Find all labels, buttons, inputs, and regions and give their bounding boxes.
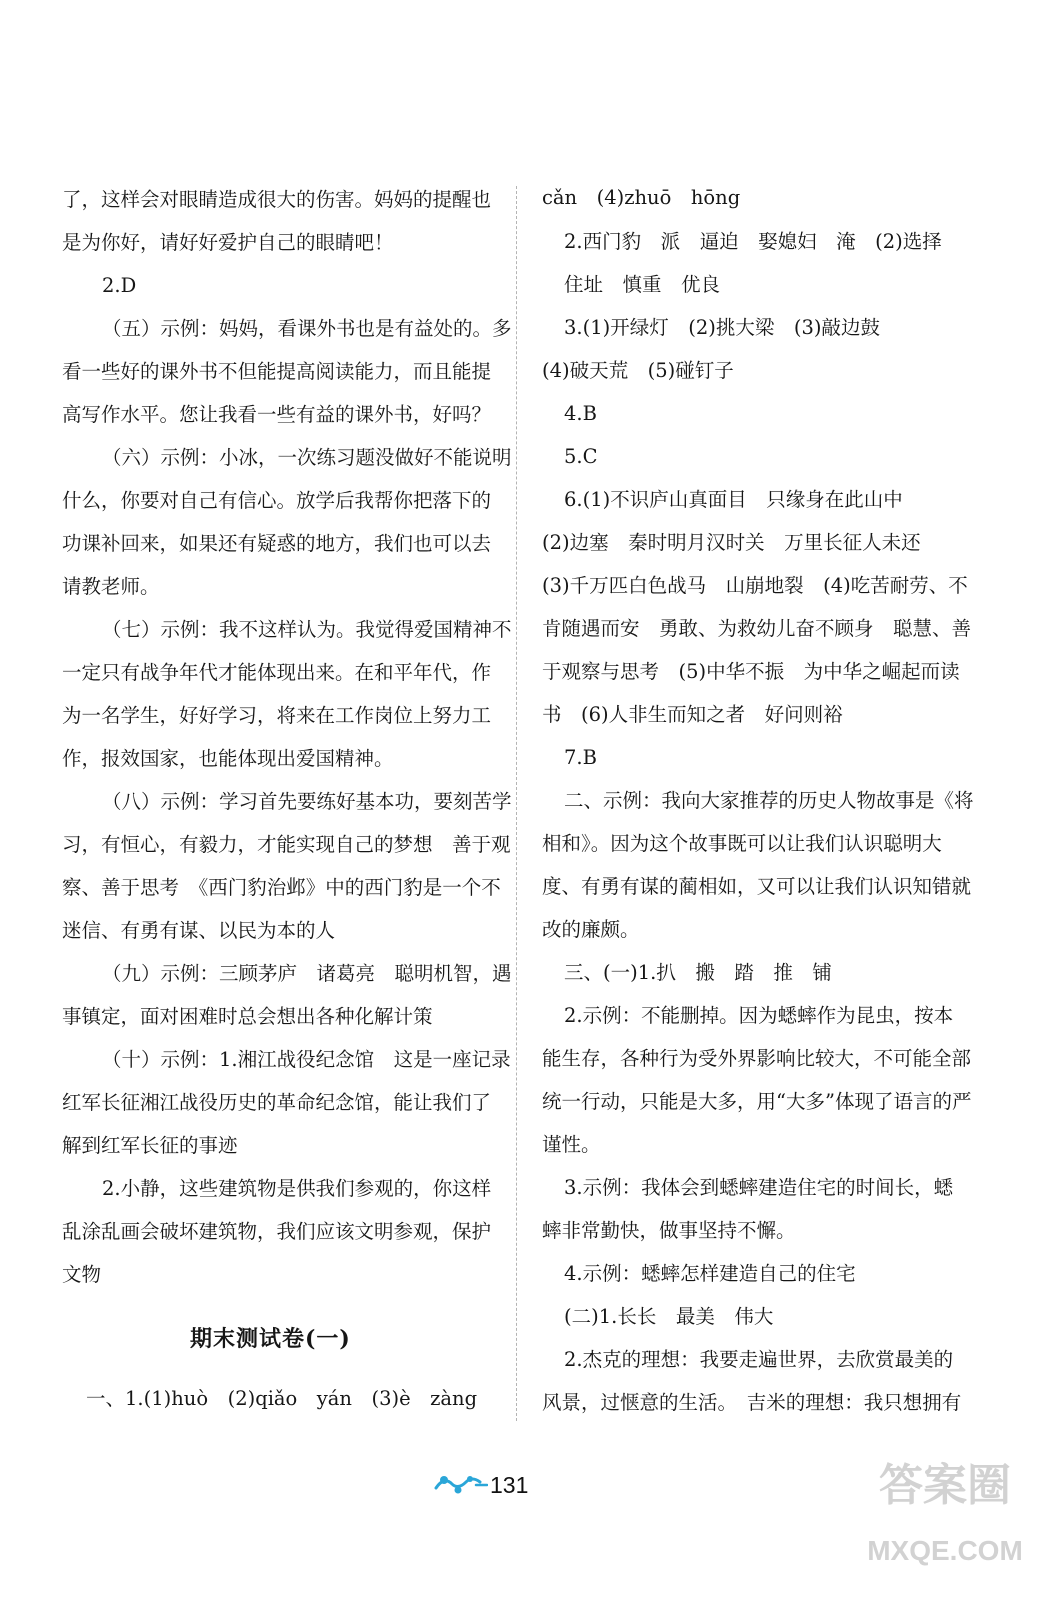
answer-line: 一、1.(1)huò (2)qiǎo yán (3)è zàng xyxy=(86,1387,478,1410)
text-line: 为一名学生，好好学习，将来在工作岗位上努力工 xyxy=(62,704,492,727)
text-line: 住址 慎重 优良 xyxy=(564,273,721,296)
answer-line: （八）示例：学习首先要练好基本功，要刻苦学 xyxy=(102,790,512,813)
answer-line: 4.B xyxy=(564,402,597,425)
flower-ornament-icon xyxy=(432,1470,488,1498)
answer-line: 6.(1)不识庐山真面目 只缘身在此山中 xyxy=(564,488,903,511)
text-line: 迷信、有勇有谋、以民为本的人 xyxy=(62,919,336,942)
watermark-url: MXQE.COM xyxy=(867,1535,1023,1566)
text-line: (3)千万匹白色战马 山崩地裂 (4)吃苦耐劳、不 xyxy=(542,574,968,597)
answer-line: （七）示例：我不这样认为。我觉得爱国精神不 xyxy=(102,618,512,641)
text-line: 相和》。因为这个故事既可以让我们认识聪明大 xyxy=(542,832,942,855)
text-line: 察、善于思考 《西门豹治邺》中的西门豹是一个不 xyxy=(62,876,501,899)
answer-line: 2.杰克的理想：我要走遍世界，去欣赏最美的 xyxy=(564,1348,954,1371)
watermark-logo xyxy=(850,1440,1040,1590)
text-line: 于观察与思考 (5)中华不振 为中华之崛起而读 xyxy=(542,660,960,683)
answer-line: 3.示例：我体会到蟋蟀建造住宅的时间长，蟋 xyxy=(564,1176,954,1199)
text-line: 是为你好，请好好爱护自己的眼睛吧！ xyxy=(62,231,394,254)
text-line: 书 (6)人非生而知之者 好问则裕 xyxy=(542,703,843,726)
answer-line: （五）示例：妈妈，看课外书也是有益处的。多 xyxy=(102,317,512,340)
text-line: cǎn (4)zhuō hōng xyxy=(542,186,741,209)
answer-line: 2.示例：不能删掉。因为蟋蟀作为昆虫，按本 xyxy=(564,1004,954,1027)
text-line: (4)破天荒 (5)碰钉子 xyxy=(542,359,734,382)
text-line: 看一些好的课外书不但能提高阅读能力，而且能提 xyxy=(62,360,492,383)
page-number: 131 xyxy=(490,1472,529,1498)
answer-line: 4.示例：蟋蟀怎样建造自己的住宅 xyxy=(564,1262,856,1285)
watermark-title: 答案圈 xyxy=(879,1461,1011,1510)
text-line: 请教老师。 xyxy=(62,575,160,598)
text-line: 功课补回来，如果还有疑惑的地方，我们也可以去 xyxy=(62,532,492,555)
text-line: 红军长征湘江战役历史的革命纪念馆，能让我们了 xyxy=(62,1091,492,1114)
text-line: 肯随遇而安 勇敢、为救幼儿奋不顾身 聪慧、善 xyxy=(542,617,972,640)
answer-line: 3.(1)开绿灯 (2)挑大梁 (3)敲边鼓 xyxy=(564,316,880,339)
text-line: 蟀非常勤快，做事坚持不懈。 xyxy=(542,1219,796,1242)
text-line: 度、有勇有谋的蔺相如，又可以让我们认识知错就 xyxy=(542,875,972,898)
answer-line: 2.D xyxy=(102,274,137,297)
text-line: 能生存，各种行为受外界影响比较大，不可能全部 xyxy=(542,1047,972,1070)
text-line: 高写作水平。您让我看一些有益的课外书，好吗？ xyxy=(62,403,492,426)
text-line: (2)边塞 秦时明月汉时关 万里长征人未还 xyxy=(542,531,921,554)
text-line: 解到红军长征的事迹 xyxy=(62,1134,238,1157)
answer-line: 三、(一)1.扒 搬 踏 推 铺 xyxy=(564,961,832,984)
text-line: 谨性。 xyxy=(542,1133,601,1156)
answer-line: 5.C xyxy=(564,445,598,468)
text-line: 事镇定，面对困难时总会想出各种化解计策 xyxy=(62,1005,433,1028)
text-line: 乱涂乱画会破坏建筑物，我们应该文明参观，保护 xyxy=(62,1220,492,1243)
section-heading: 期末测试卷(一) xyxy=(190,1326,351,1352)
text-line: 了，这样会对眼睛造成很大的伤害。妈妈的提醒也 xyxy=(62,188,492,211)
answer-line: 二、示例：我向大家推荐的历史人物故事是《将 xyxy=(564,789,974,812)
answer-line: 2.西门豹 派 逼迫 娶媳妇 淹 (2)选择 xyxy=(564,230,942,253)
text-line: 作，报效国家，也能体现出爱国精神。 xyxy=(62,747,394,770)
answer-line: 7.B xyxy=(564,746,597,769)
column-divider xyxy=(516,186,517,1421)
text-line: 风景，过惬意的生活。 吉米的理想：我只想拥有 xyxy=(542,1391,962,1414)
text-line: 习，有恒心，有毅力，才能实现自己的梦想 善于观 xyxy=(62,833,511,856)
text-line: 改的廉颇。 xyxy=(542,918,640,941)
text-line: 统一行动，只能是大多，用“大多”体现了语言的严 xyxy=(542,1090,972,1113)
answer-line: （六）示例：小冰，一次练习题没做好不能说明 xyxy=(102,446,512,469)
text-line: 一定只有战争年代才能体现出来。在和平年代，作 xyxy=(62,661,492,684)
answer-line: （十）示例：1.湘江战役纪念馆 这是一座记录 xyxy=(102,1048,511,1071)
answer-line: (二)1.长长 最美 伟大 xyxy=(564,1305,774,1328)
text-line: 文物 xyxy=(62,1263,102,1286)
answer-line: 2.小静，这些建筑物是供我们参观的，你这样 xyxy=(102,1177,492,1200)
answer-line: （九）示例：三顾茅庐 诸葛亮 聪明机智，遇 xyxy=(102,962,512,985)
text-line: 什么，你要对自己有信心。放学后我帮你把落下的 xyxy=(62,489,492,512)
